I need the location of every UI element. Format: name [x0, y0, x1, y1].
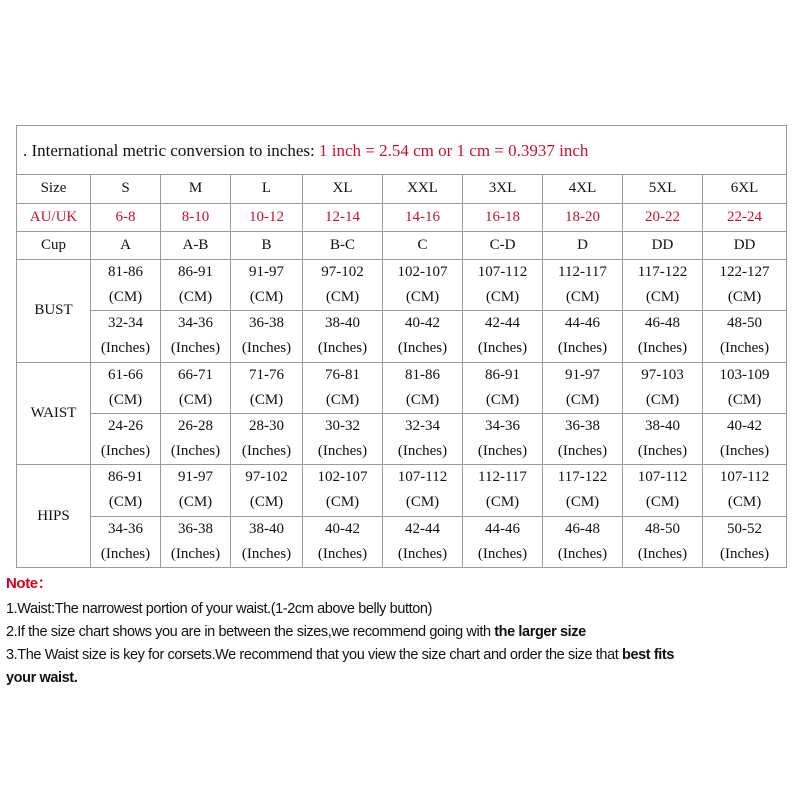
measure-unit: (Inches) [397, 340, 448, 357]
cup-row-label: Cup [17, 231, 91, 259]
cup-row-cell: D [543, 231, 623, 259]
measure-unit: (CM) [645, 494, 680, 511]
waist-inches-row [17, 413, 787, 464]
au-uk-row [17, 203, 787, 231]
hips-inches-cell [161, 516, 231, 567]
cup-row-cell: B-C [303, 231, 383, 259]
measure-value: 107-112 [637, 469, 688, 486]
chart-title [17, 126, 787, 175]
note-title: Note： [6, 575, 53, 592]
measure-value: 107-112 [719, 469, 770, 486]
au-uk-row-label: AU/UK [17, 203, 91, 231]
measure-unit: (Inches) [719, 545, 770, 562]
measure-unit: (CM) [108, 289, 143, 306]
measure-unit: (CM) [325, 289, 360, 306]
cup-row-cell: C [383, 231, 463, 259]
measure-unit: (Inches) [241, 340, 292, 357]
measure-value: 50-52 [727, 520, 763, 537]
measure-value: 40-42 [727, 418, 763, 435]
measure-value: 97-102 [321, 264, 364, 281]
measure-value: 97-103 [641, 366, 684, 383]
measure-value: 32-34 [108, 315, 143, 332]
measure-unit: (Inches) [557, 545, 608, 562]
waist-cm-cell [383, 362, 463, 413]
size-row-cell: S [91, 175, 161, 203]
measure-unit: (CM) [645, 289, 680, 306]
size-row-cell: 5XL [623, 175, 703, 203]
measure-value: 112-117 [478, 469, 527, 486]
measure-unit: (Inches) [477, 545, 528, 562]
hips-cm-cell [463, 465, 543, 516]
waist-label: WAIST [17, 362, 91, 465]
hips-cm-cell [543, 465, 623, 516]
measure-value: 36-38 [178, 520, 213, 537]
waist-inches-cell [383, 413, 463, 464]
measure-unit: (Inches) [397, 443, 448, 460]
measure-value: 28-30 [249, 418, 284, 435]
measure-unit: (CM) [485, 391, 520, 408]
size-row-cell: XL [303, 175, 383, 203]
hips-cm-cell [383, 465, 463, 516]
measure-unit: (Inches) [317, 443, 368, 460]
bust-inches-cell [91, 311, 161, 362]
hips-cm-cell [161, 465, 231, 516]
measure-value: 86-91 [108, 469, 143, 486]
hips-inches-cell [91, 516, 161, 567]
note-line-1: 1.Waist:The narrowest portion of your waist.(1-2cm above belly button) [6, 601, 432, 617]
measure-unit: (Inches) [719, 340, 770, 357]
measure-unit: (Inches) [241, 443, 292, 460]
hips-label: HIPS [17, 465, 91, 568]
bust-cm-row [17, 259, 787, 310]
bust-inches-cell [231, 311, 303, 362]
measure-unit: (CM) [249, 289, 284, 306]
measure-unit: (CM) [249, 494, 284, 511]
measure-value: 102-107 [317, 469, 368, 486]
cup-row-cell: A [91, 231, 161, 259]
measure-unit: (Inches) [557, 340, 608, 357]
measure-unit: (CM) [325, 494, 360, 511]
waist-inches-cell [463, 413, 543, 464]
measure-unit: (CM) [727, 494, 762, 511]
bust-cm-cell [91, 259, 161, 310]
bust-inches-cell [161, 311, 231, 362]
waist-inches-cell [231, 413, 303, 464]
measure-unit: (CM) [405, 391, 440, 408]
bust-cm-cell [543, 259, 623, 310]
measure-value: 107-112 [477, 264, 528, 281]
measure-unit: (CM) [178, 391, 213, 408]
measure-value: 86-91 [485, 366, 520, 383]
measure-unit: (Inches) [397, 545, 448, 562]
measure-unit: (CM) [108, 391, 143, 408]
cup-row-cell: A-B [161, 231, 231, 259]
measure-unit: (CM) [645, 391, 680, 408]
measure-value: 36-38 [249, 315, 284, 332]
hips-cm-cell [91, 465, 161, 516]
bust-cm-cell [463, 259, 543, 310]
measure-value: 46-48 [645, 315, 680, 332]
waist-cm-cell [463, 362, 543, 413]
measure-unit: (CM) [565, 391, 600, 408]
measure-unit: (Inches) [241, 545, 292, 562]
measure-value: 81-86 [405, 366, 440, 383]
au-uk-row-cell: 10-12 [231, 203, 303, 231]
measure-value: 117-122 [637, 264, 688, 281]
bust-inches-cell [623, 311, 703, 362]
measure-value: 34-36 [178, 315, 213, 332]
au-uk-row-cell: 6-8 [91, 203, 161, 231]
measure-unit: (CM) [485, 494, 520, 511]
measure-unit: (Inches) [719, 443, 770, 460]
measure-unit: (Inches) [637, 545, 688, 562]
note-line-2: 2.If the size chart shows you are in between the sizes,we recommend going with the larger size [6, 624, 586, 640]
au-uk-row-cell: 16-18 [463, 203, 543, 231]
waist-inches-cell [543, 413, 623, 464]
measure-unit: (CM) [565, 494, 600, 511]
bust-cm-cell [231, 259, 303, 310]
note-line-3: 3.The Waist size is key for corsets.We recommend that you view the size chart and order the size that best fits [6, 647, 675, 663]
measure-value: 24-26 [108, 418, 143, 435]
waist-cm-row [17, 362, 787, 413]
hips-cm-cell [303, 465, 383, 516]
title-row [17, 126, 787, 175]
size-row-cell: M [161, 175, 231, 203]
measure-value: 34-36 [108, 520, 143, 537]
hips-inches-cell [463, 516, 543, 567]
measure-value: 91-97 [249, 264, 284, 281]
measure-unit: (Inches) [100, 340, 151, 357]
measure-unit: (Inches) [557, 443, 608, 460]
title-prefix: . International metric conversion to inches: [23, 140, 315, 160]
measure-value: 76-81 [325, 366, 360, 383]
measure-unit: (CM) [178, 289, 213, 306]
waist-cm-cell [703, 362, 787, 413]
measure-value: 34-36 [485, 418, 520, 435]
measure-value: 42-44 [485, 315, 520, 332]
cup-row-cell: B [231, 231, 303, 259]
cup-row [17, 231, 787, 259]
waist-cm-cell [161, 362, 231, 413]
waist-inches-cell [703, 413, 787, 464]
measure-value: 91-97 [565, 366, 600, 383]
measure-unit: (Inches) [637, 443, 688, 460]
waist-cm-cell [303, 362, 383, 413]
measure-value: 81-86 [108, 264, 143, 281]
measure-unit: (CM) [485, 289, 520, 306]
measure-unit: (Inches) [317, 340, 368, 357]
au-uk-row-cell: 14-16 [383, 203, 463, 231]
waist-cm-cell [623, 362, 703, 413]
measure-value: 38-40 [249, 520, 284, 537]
bust-cm-cell [703, 259, 787, 310]
size-row [17, 175, 787, 203]
au-uk-row-cell: 20-22 [623, 203, 703, 231]
bust-inches-cell [543, 311, 623, 362]
bust-inches-cell [303, 311, 383, 362]
cup-row-cell: DD [623, 231, 703, 259]
measure-value: 38-40 [325, 315, 360, 332]
measure-value: 32-34 [405, 418, 440, 435]
bust-cm-cell [161, 259, 231, 310]
measure-value: 107-112 [397, 469, 448, 486]
cup-row-cell: C-D [463, 231, 543, 259]
hips-inches-cell [623, 516, 703, 567]
measure-value: 112-117 [558, 264, 607, 281]
measure-value: 97-102 [245, 469, 288, 486]
bust-cm-cell [623, 259, 703, 310]
measure-value: 44-46 [565, 315, 600, 332]
measure-unit: (Inches) [477, 340, 528, 357]
measure-unit: (CM) [249, 391, 284, 408]
notes-section [6, 572, 796, 690]
measure-unit: (CM) [727, 391, 762, 408]
bust-inches-cell [703, 311, 787, 362]
measure-value: 48-50 [645, 520, 680, 537]
measure-value: 26-28 [178, 418, 213, 435]
measure-unit: (Inches) [100, 443, 151, 460]
measure-unit: (CM) [565, 289, 600, 306]
measure-unit: (Inches) [170, 340, 221, 357]
hips-inches-cell [543, 516, 623, 567]
waist-cm-cell [91, 362, 161, 413]
au-uk-row-cell: 12-14 [303, 203, 383, 231]
cup-row-cell: DD [703, 231, 787, 259]
size-row-cell: 4XL [543, 175, 623, 203]
measure-value: 61-66 [108, 366, 143, 383]
measure-unit: (CM) [405, 289, 440, 306]
hips-inches-row [17, 516, 787, 567]
measure-value: 48-50 [727, 315, 763, 332]
size-row-cell: 6XL [703, 175, 787, 203]
measure-unit: (CM) [178, 494, 213, 511]
measure-unit: (Inches) [317, 545, 368, 562]
measure-value: 66-71 [178, 366, 213, 383]
bust-cm-cell [303, 259, 383, 310]
waist-inches-cell [161, 413, 231, 464]
bust-cm-cell [383, 259, 463, 310]
hips-cm-cell [623, 465, 703, 516]
hips-inches-cell [231, 516, 303, 567]
measure-value: 122-127 [719, 264, 770, 281]
measure-unit: (Inches) [100, 545, 151, 562]
bust-label: BUST [17, 259, 91, 362]
size-row-label: Size [17, 175, 91, 203]
measure-unit: (Inches) [170, 443, 221, 460]
measure-value: 86-91 [178, 264, 213, 281]
measure-unit: (Inches) [637, 340, 688, 357]
measure-unit: (CM) [727, 289, 762, 306]
measure-value: 40-42 [405, 315, 440, 332]
waist-inches-cell [623, 413, 703, 464]
size-row-cell: XXL [383, 175, 463, 203]
measure-unit: (CM) [405, 494, 440, 511]
measure-unit: (CM) [108, 494, 143, 511]
hips-inches-cell [383, 516, 463, 567]
au-uk-row-cell: 18-20 [543, 203, 623, 231]
au-uk-row-cell: 22-24 [703, 203, 787, 231]
hips-inches-cell [703, 516, 787, 567]
note-line-4: your waist. [6, 670, 78, 686]
waist-cm-cell [543, 362, 623, 413]
hips-inches-cell [303, 516, 383, 567]
title-formula: 1 inch = 2.54 cm or 1 cm = 0.3937 inch [319, 140, 589, 160]
waist-cm-cell [231, 362, 303, 413]
measure-value: 36-38 [565, 418, 600, 435]
size-row-cell: L [231, 175, 303, 203]
bust-inches-cell [463, 311, 543, 362]
measure-value: 46-48 [565, 520, 600, 537]
measure-value: 117-122 [557, 469, 608, 486]
measure-value: 71-76 [249, 366, 284, 383]
au-uk-row-cell: 8-10 [161, 203, 231, 231]
size-row-cell: 3XL [463, 175, 543, 203]
measure-unit: (Inches) [477, 443, 528, 460]
bust-inches-row [17, 311, 787, 362]
measure-value: 38-40 [645, 418, 680, 435]
measure-value: 40-42 [325, 520, 360, 537]
hips-cm-row [17, 465, 787, 516]
measure-unit: (Inches) [170, 545, 221, 562]
bust-inches-cell [383, 311, 463, 362]
measure-value: 103-109 [719, 366, 770, 383]
size-chart-table [16, 125, 787, 568]
measure-value: 30-32 [325, 418, 360, 435]
hips-cm-cell [703, 465, 787, 516]
measure-unit: (CM) [325, 391, 360, 408]
measure-value: 42-44 [405, 520, 440, 537]
measure-value: 44-46 [485, 520, 520, 537]
waist-inches-cell [91, 413, 161, 464]
hips-cm-cell [231, 465, 303, 516]
measure-value: 102-107 [397, 264, 448, 281]
waist-inches-cell [303, 413, 383, 464]
measure-value: 91-97 [178, 469, 213, 486]
